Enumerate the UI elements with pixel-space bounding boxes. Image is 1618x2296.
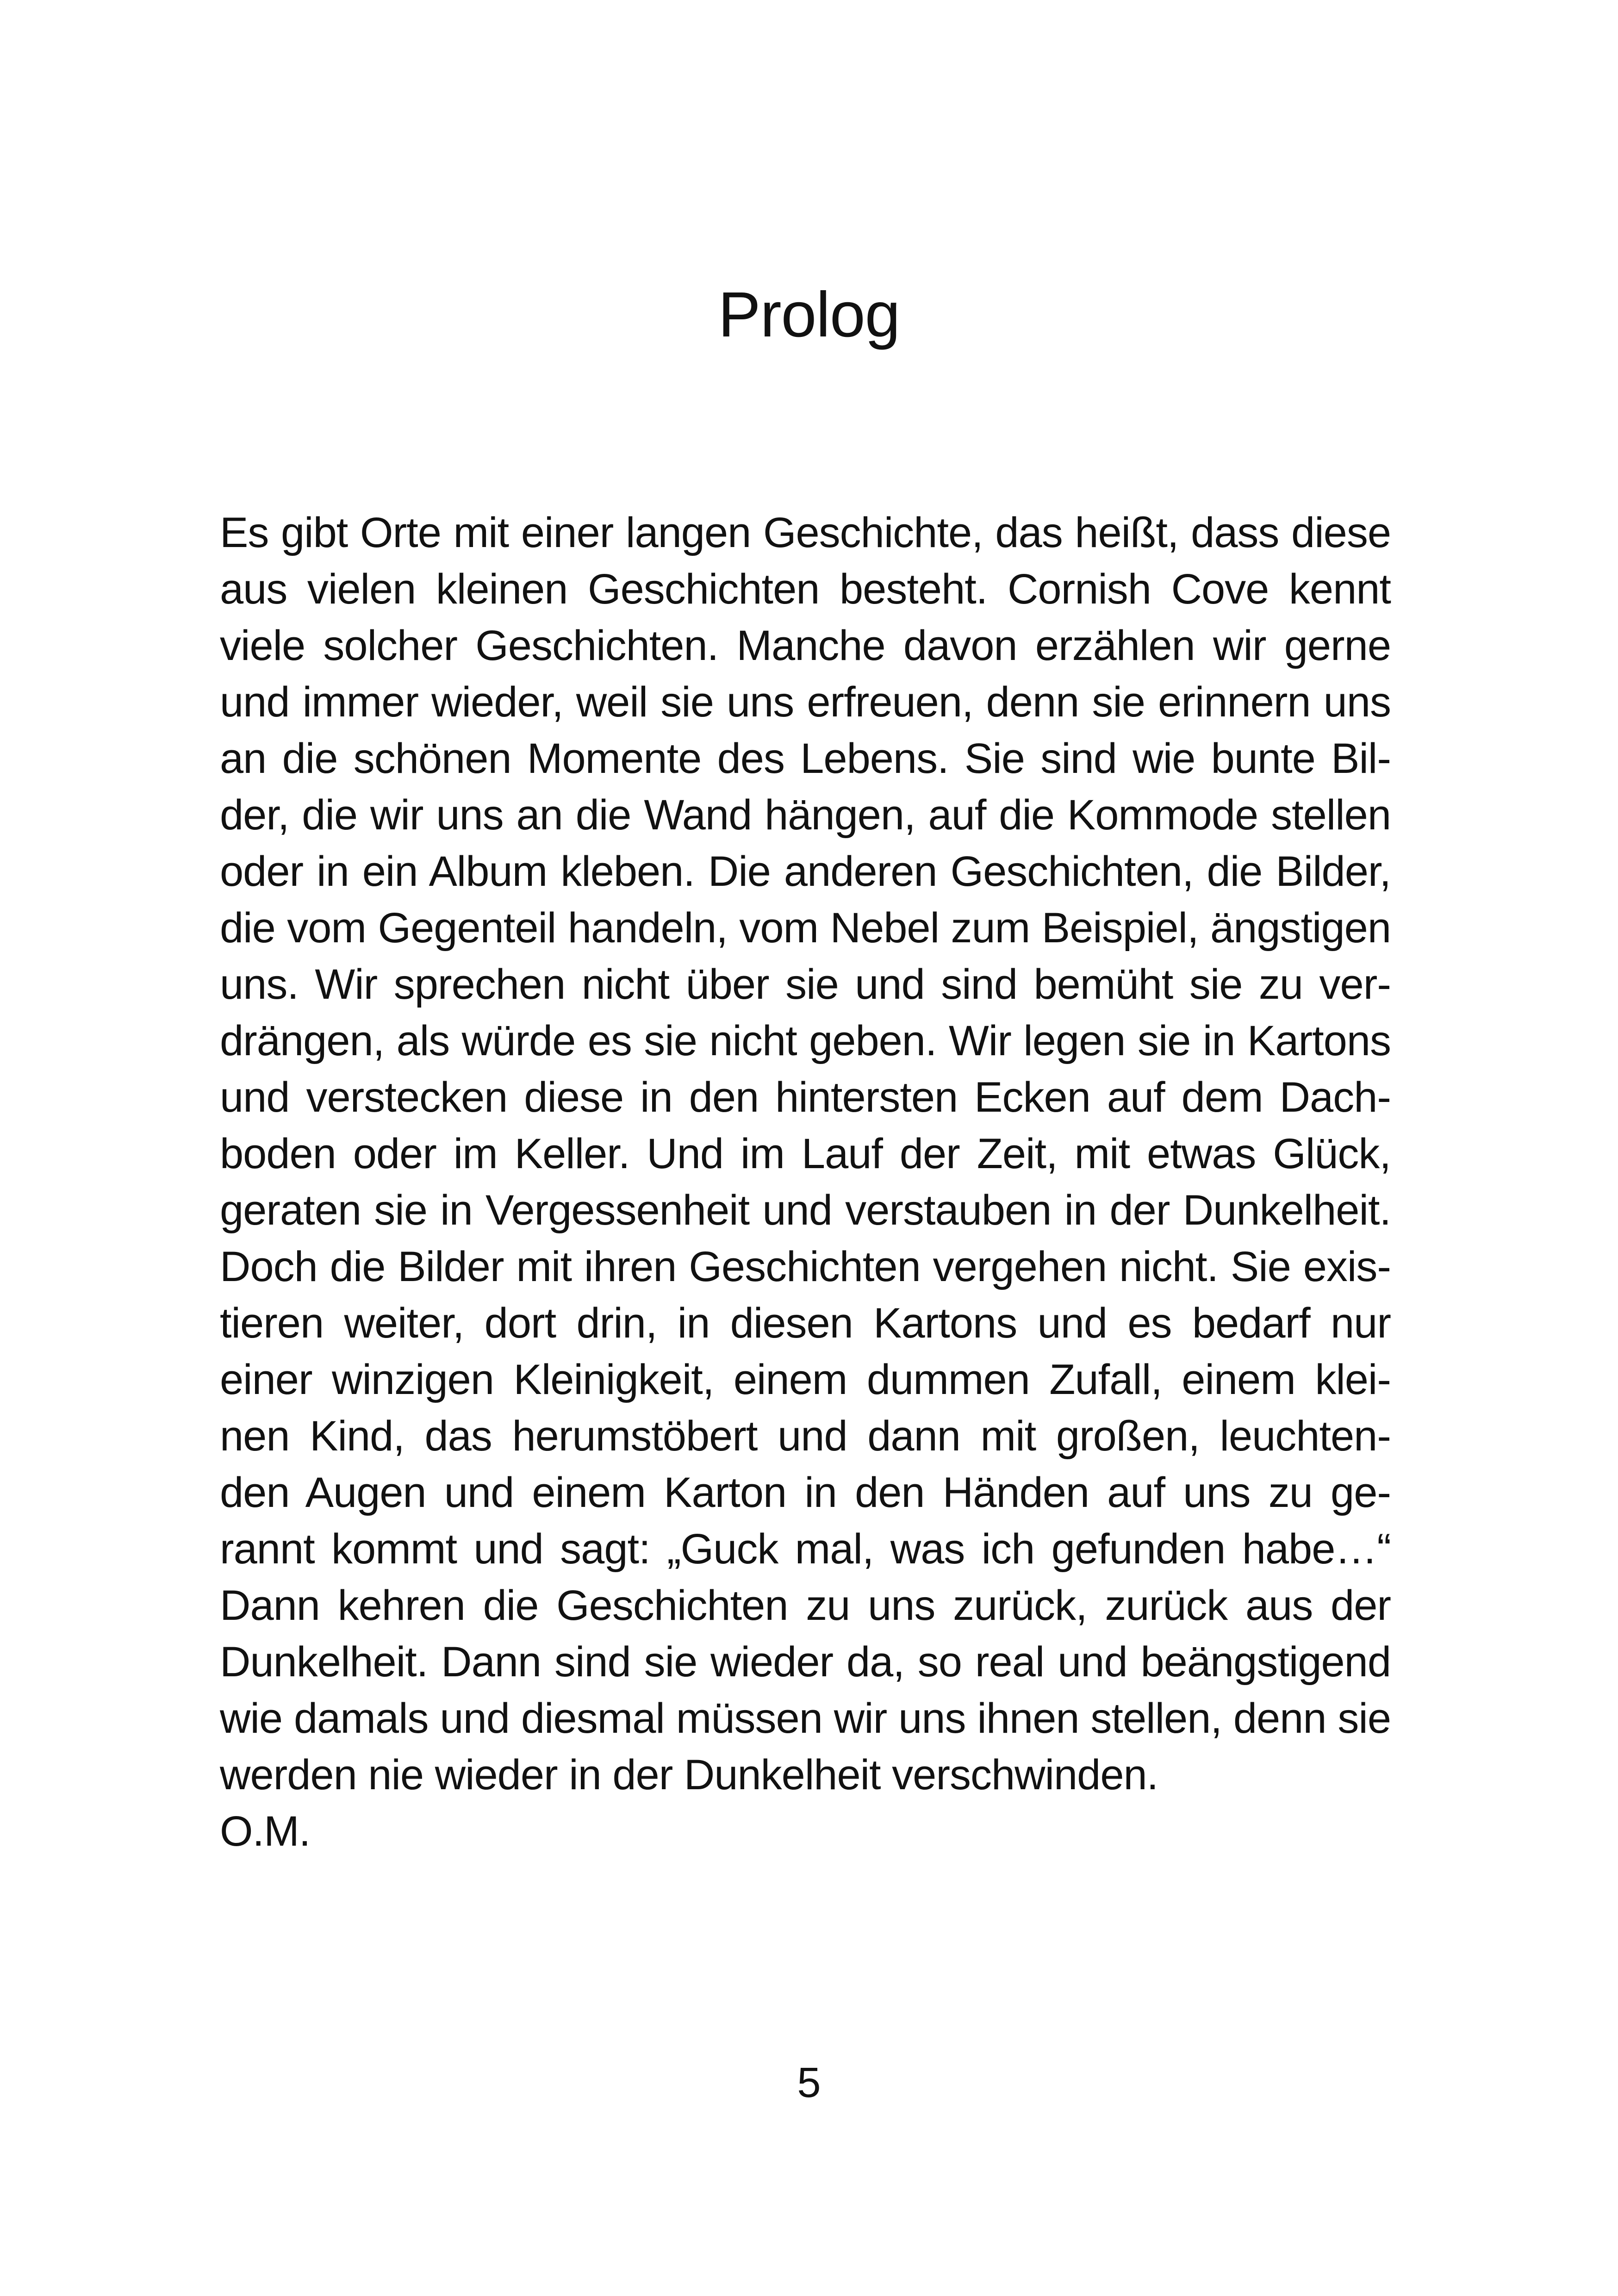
page-number: 5 — [797, 2059, 821, 2106]
text-line: wie damals und diesmal müssen wir uns ihnen stellen, denn sie — [220, 1695, 1391, 1742]
text-line: der, die wir uns an die Wand hängen, auf die Kommode stellen — [220, 791, 1391, 839]
text-line: an die schönen Momente des Lebens. Sie sind wie bunte Bil- — [220, 735, 1391, 782]
text-line: Dunkelheit. Dann sind sie wieder da, so real und beängstigend — [220, 1638, 1391, 1686]
prologue-text — [220, 504, 1391, 1860]
text-line: Dann kehren die Geschichten zu uns zurück, zurück aus der — [220, 1582, 1391, 1629]
text-line: aus vielen kleinen Geschichten besteht. Cornish Cove kennt — [220, 566, 1391, 613]
text-line: den Augen und einem Karton in den Händen auf uns zu ge- — [220, 1469, 1391, 1516]
text-line: nen Kind, das herumstöbert und dann mit großen, leuchten- — [220, 1412, 1391, 1460]
text-line: und immer wieder, weil sie uns erfreuen, denn sie erinnern uns — [220, 678, 1391, 726]
text-line: die vom Gegenteil handeln, vom Nebel zum Beispiel, ängstigen — [220, 904, 1391, 952]
text-line: viele solcher Geschichten. Manche davon erzählen wir gerne — [220, 622, 1391, 669]
text-line: uns. Wir sprechen nicht über sie und sind bemüht sie zu ver- — [220, 961, 1391, 1008]
chapter-title: Prolog — [718, 279, 900, 350]
text-line: drängen, als würde es sie nicht geben. Wir legen sie in Kartons — [220, 1017, 1391, 1064]
text-line: oder in ein Album kleben. Die anderen Geschichten, die Bilder, — [220, 848, 1391, 895]
text-line: geraten sie in Vergessenheit und verstauben in der Dunkelheit. — [220, 1187, 1391, 1234]
text-line: einer winzigen Kleinigkeit, einem dummen Zufall, einem klei- — [220, 1356, 1391, 1403]
text-line: und verstecken diese in den hintersten Ecken auf dem Dach- — [220, 1074, 1391, 1121]
text-line: werden nie wieder in der Dunkelheit verschwinden. — [220, 1751, 1158, 1798]
author-signature: O.M. — [220, 1808, 311, 1855]
text-line: Doch die Bilder mit ihren Geschichten vergehen nicht. Sie exis- — [220, 1243, 1391, 1290]
text-line: tieren weiter, dort drin, in diesen Kartons und es bedarf nur — [220, 1300, 1391, 1347]
text-line: boden oder im Keller. Und im Lauf der Zeit, mit etwas Glück, — [220, 1130, 1391, 1177]
text-line: rannt kommt und sagt: „Guck mal, was ich gefunden habe…“ — [220, 1525, 1391, 1573]
text-line: Es gibt Orte mit einer langen Geschichte, das heißt, dass diese — [220, 509, 1391, 556]
